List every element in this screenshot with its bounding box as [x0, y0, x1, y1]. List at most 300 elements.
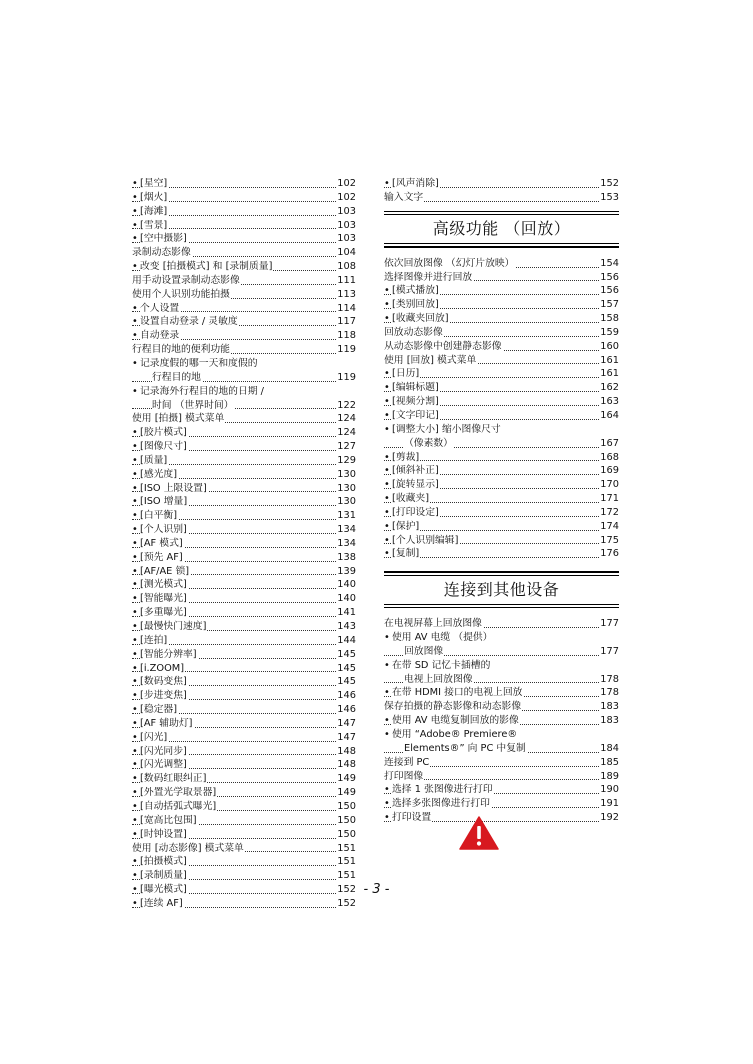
toc-entry-title — [132, 717, 194, 729]
toc-entry-title — [384, 368, 420, 380]
toc-page-number: 161 — [600, 368, 619, 380]
toc-page-number: 103 — [337, 205, 356, 217]
toc-entry[interactable] — [384, 700, 619, 714]
toc-entry-title — [132, 676, 188, 688]
toc-entry-title — [132, 731, 168, 743]
toc-entry[interactable] — [384, 506, 619, 520]
toc-entry[interactable] — [384, 659, 619, 673]
toc-entry[interactable] — [132, 426, 356, 440]
toc-entry[interactable] — [384, 728, 619, 742]
toc-entry-text: [预先 AF] — [140, 551, 183, 563]
bullet-icon: • — [132, 814, 138, 826]
section-advanced-playback — [384, 211, 619, 248]
toc-entry[interactable] — [384, 354, 619, 368]
section-connect-devices — [384, 571, 619, 608]
toc-entry-title — [132, 704, 178, 716]
toc-entry[interactable] — [132, 855, 356, 869]
toc-entry-text: 设置自动登录 / 灵敏度 — [140, 316, 238, 328]
bullet-icon: • — [384, 368, 390, 380]
toc-entry[interactable] — [384, 381, 619, 395]
toc-entry-title — [132, 745, 188, 757]
toc-entry-title — [132, 482, 208, 494]
toc-entry-text: [时钟设置] — [140, 828, 187, 840]
toc-page-number: 175 — [600, 534, 619, 546]
toc-entry-title — [384, 812, 432, 824]
toc-right-top-entries — [384, 177, 619, 205]
toc-page-number: 161 — [600, 354, 619, 366]
toc-entry-title — [152, 372, 202, 383]
toc-entry[interactable] — [384, 742, 619, 756]
toc-entry[interactable] — [132, 578, 356, 592]
toc-page-number: 153 — [600, 191, 619, 203]
toc-page-number: 102 — [337, 191, 356, 203]
bullet-icon: • — [384, 632, 390, 644]
toc-entry[interactable] — [132, 260, 356, 274]
toc-entry[interactable] — [384, 298, 619, 312]
toc-entry-text: 回放动态影像 — [384, 326, 443, 338]
bullet-icon: • — [132, 621, 138, 632]
toc-entry[interactable] — [132, 745, 356, 759]
toc-connect-entries — [384, 617, 619, 825]
toc-entry[interactable] — [384, 686, 619, 700]
toc-entry-title — [384, 192, 424, 203]
bullet-icon: • — [384, 409, 390, 421]
toc-entry-title — [132, 565, 190, 577]
toc-entry-title — [132, 551, 184, 563]
toc-entry[interactable] — [132, 842, 356, 856]
toc-entry[interactable] — [132, 274, 356, 288]
toc-entry-title — [132, 787, 217, 799]
toc-entry[interactable] — [132, 758, 356, 772]
toc-entry[interactable] — [132, 246, 356, 260]
toc-entry-text: [稳定器] — [140, 704, 178, 716]
toc-page-number: 183 — [600, 701, 619, 713]
toc-entry-text: 在带 SD 记忆卡插槽的 — [392, 659, 491, 671]
toc-entry[interactable] — [132, 454, 356, 468]
toc-entry-text: [图像尺寸] — [140, 441, 187, 453]
toc-entry[interactable] — [384, 451, 619, 465]
toc-page-number: 192 — [600, 812, 619, 824]
toc-entry-title — [132, 690, 188, 702]
toc-entry-title — [384, 771, 424, 782]
toc-entry[interactable] — [132, 592, 356, 606]
toc-entry-text: [闪光调整] — [140, 759, 187, 771]
toc-entry-text: [步进变焦] — [140, 690, 187, 702]
toc-entry-title — [404, 438, 454, 449]
bullet-icon: • — [384, 687, 390, 699]
toc-entry[interactable] — [384, 423, 619, 437]
bullet-icon: • — [132, 690, 138, 702]
toc-entry-title — [132, 178, 168, 189]
toc-entry-text: 使用 [动态影像] 模式菜单 — [132, 842, 244, 854]
toc-entry[interactable] — [384, 520, 619, 534]
bullet-icon: • — [132, 427, 138, 439]
toc-entry-title — [404, 674, 474, 685]
toc-entry[interactable] — [384, 367, 619, 381]
toc-entry-title — [132, 441, 188, 453]
toc-entry-title — [132, 828, 188, 840]
toc-entry-title — [132, 205, 168, 217]
toc-entry[interactable] — [132, 662, 356, 676]
toc-entry-title — [384, 178, 440, 189]
toc-page-number: 140 — [337, 593, 356, 605]
toc-entry-text: 录制动态影像 — [132, 247, 191, 259]
toc-entry-title — [384, 798, 491, 810]
toc-entry[interactable] — [384, 492, 619, 506]
toc-entry-text: [外置光学取景器] — [140, 787, 217, 799]
toc-entry[interactable] — [132, 468, 356, 482]
toc-page-number: 146 — [337, 690, 356, 702]
toc-entry-title — [384, 757, 430, 768]
toc-entry[interactable] — [384, 257, 619, 271]
bullet-icon: • — [132, 607, 138, 619]
toc-entry-title — [132, 219, 168, 231]
toc-entry[interactable] — [132, 177, 356, 191]
bullet-icon: • — [384, 493, 390, 505]
toc-entry[interactable] — [132, 385, 356, 399]
bullet-icon: • — [132, 441, 138, 453]
toc-entry[interactable] — [132, 523, 356, 537]
toc-right-column — [384, 177, 619, 825]
bullet-icon: • — [132, 496, 138, 508]
toc-entry[interactable] — [384, 395, 619, 409]
toc-entry-title — [404, 646, 444, 657]
toc-entry-title — [132, 621, 207, 632]
toc-page-number: 178 — [600, 687, 619, 699]
toc-page-number: 171 — [600, 493, 619, 505]
toc-page-number: 176 — [600, 548, 619, 560]
toc-entry-text: [最慢快门速度] — [140, 621, 207, 632]
bullet-icon: • — [132, 357, 138, 369]
toc-page-number: 149 — [337, 773, 356, 785]
toc-entry-text: [雪景] — [140, 219, 168, 231]
bullet-icon: • — [132, 454, 138, 466]
toc-page-number: 151 — [337, 842, 356, 854]
toc-entry[interactable] — [132, 703, 356, 717]
toc-entry[interactable] — [132, 343, 356, 357]
toc-entry[interactable] — [384, 617, 619, 631]
toc-entry-title — [132, 330, 180, 342]
toc-entry-text: [感光度] — [140, 468, 178, 480]
toc-entry[interactable] — [132, 828, 356, 842]
toc-entry-title — [132, 634, 168, 646]
toc-entry-title — [132, 843, 245, 854]
toc-entry[interactable] — [384, 478, 619, 492]
bullet-icon: • — [132, 593, 138, 605]
toc-entry[interactable] — [132, 371, 356, 385]
bullet-icon: • — [132, 897, 138, 909]
bullet-icon: • — [132, 330, 138, 342]
toc-entry-title — [132, 648, 198, 660]
toc-entry[interactable] — [132, 191, 356, 205]
toc-page-number: 151 — [337, 870, 356, 882]
toc-entry[interactable] — [132, 689, 356, 703]
toc-entry-text: 记录海外行程目的地的日期 / — [140, 385, 264, 397]
bullet-icon: • — [132, 482, 138, 494]
toc-entry-text: [连拍] — [140, 634, 168, 646]
bullet-icon: • — [132, 759, 138, 771]
toc-page-number: 156 — [600, 285, 619, 297]
toc-entry[interactable] — [384, 284, 619, 298]
toc-entry-title — [132, 289, 231, 300]
toc-page-number: 170 — [600, 479, 619, 491]
toc-entry[interactable] — [132, 357, 356, 371]
toc-entry-title — [384, 729, 518, 740]
toc-entry[interactable] — [384, 464, 619, 478]
toc-entry[interactable] — [384, 645, 619, 659]
toc-entry-title — [384, 493, 430, 505]
section-rule-top — [384, 211, 619, 213]
bullet-icon: • — [132, 745, 138, 757]
toc-entry[interactable] — [132, 315, 356, 329]
toc-entry[interactable] — [384, 797, 619, 811]
toc-entry-title — [132, 316, 239, 328]
toc-entry-text: [白平衡] — [140, 510, 178, 522]
toc-entry-title — [132, 510, 178, 522]
toc-page-number: 160 — [600, 340, 619, 352]
toc-entry-title — [384, 548, 420, 560]
toc-entry-text: 使用 [回放] 模式菜单 — [384, 354, 477, 366]
toc-entry[interactable] — [132, 302, 356, 316]
toc-entry[interactable] — [384, 409, 619, 423]
toc-page-number: 190 — [600, 784, 619, 796]
toc-entry[interactable] — [132, 232, 356, 246]
bullet-icon: • — [132, 704, 138, 716]
bullet-icon: • — [132, 648, 138, 660]
toc-entry[interactable] — [384, 191, 619, 205]
bullet-icon: • — [384, 423, 390, 435]
toc-page-number: 103 — [337, 233, 356, 245]
toc-entry-title — [384, 285, 440, 297]
toc-entry[interactable] — [132, 565, 356, 579]
toc-page-number: 104 — [337, 247, 356, 259]
toc-page-number: 191 — [600, 798, 619, 810]
toc-entry-title — [132, 427, 188, 439]
toc-page-number: 113 — [337, 288, 356, 300]
toc-entry-title — [132, 814, 198, 826]
toc-entry-text: 打印设置 — [392, 812, 432, 824]
toc-entry-text: [保护] — [392, 520, 420, 532]
toc-entry-text: [曝光模式] — [140, 884, 187, 896]
toc-entry[interactable] — [384, 631, 619, 645]
toc-entry-title — [384, 272, 473, 283]
toc-page-number: 147 — [337, 717, 356, 729]
toc-page-number: 134 — [337, 537, 356, 549]
toc-entry[interactable] — [384, 437, 619, 451]
toc-entry-text: [ISO 增量] — [140, 496, 188, 508]
toc-entry[interactable] — [384, 312, 619, 326]
toc-entry-text: [录制质量] — [140, 870, 187, 882]
bullet-icon: • — [132, 191, 138, 203]
toc-entry-title — [384, 784, 494, 796]
bullet-icon: • — [384, 299, 390, 311]
toc-entry[interactable] — [384, 326, 619, 340]
bullet-icon: • — [384, 178, 390, 189]
toc-entry[interactable] — [132, 205, 356, 219]
toc-entry-text: 自动登录 — [140, 330, 180, 342]
bullet-icon: • — [384, 520, 390, 532]
toc-entry[interactable] — [384, 177, 619, 191]
toc-entry-text: [数码红眼纠正] — [140, 773, 207, 785]
toc-entry[interactable] — [132, 772, 356, 786]
toc-page-number: 167 — [600, 437, 619, 449]
toc-entry-title — [132, 344, 231, 355]
toc-entry-title — [132, 496, 188, 508]
toc-entry[interactable] — [132, 537, 356, 551]
bullet-icon: • — [132, 884, 138, 896]
toc-entry[interactable] — [132, 399, 356, 413]
toc-page-number: 150 — [337, 800, 356, 812]
toc-entry-text: [烟火] — [140, 191, 168, 203]
toc-entry[interactable] — [384, 547, 619, 561]
toc-page-number: 102 — [337, 178, 356, 189]
toc-entry-text: [打印设定] — [392, 506, 439, 518]
toc-entry[interactable] — [132, 495, 356, 509]
bullet-icon: • — [384, 451, 390, 463]
toc-page-number: 111 — [337, 274, 356, 286]
toc-page-number: 172 — [600, 506, 619, 518]
bullet-icon: • — [132, 800, 138, 812]
toc-entry[interactable] — [384, 783, 619, 797]
toc-entry-text: [海滩] — [140, 205, 168, 217]
toc-entry-title — [384, 382, 440, 394]
bullet-icon: • — [132, 205, 138, 217]
toc-page-number: 141 — [337, 607, 356, 619]
bullet-icon: • — [132, 524, 138, 536]
toc-entry[interactable] — [384, 811, 619, 825]
bullet-icon: • — [132, 233, 138, 245]
section-rule-bottom-thin — [384, 243, 619, 244]
toc-entry-text: [个人识别] — [140, 524, 187, 536]
toc-entry[interactable] — [132, 440, 356, 454]
toc-entry-text: 行程目的地的便利功能 — [132, 344, 230, 356]
toc-entry[interactable] — [132, 288, 356, 302]
toc-entry[interactable] — [132, 675, 356, 689]
toc-entry-text: （像素数） — [404, 437, 453, 449]
toc-entry[interactable] — [132, 219, 356, 233]
toc-entry[interactable] — [384, 770, 619, 784]
toc-entry[interactable] — [132, 648, 356, 662]
bullet-icon: • — [132, 787, 138, 799]
section-heading-connect: 连接到其他设备 — [443, 579, 560, 599]
toc-page-number: 150 — [337, 828, 356, 840]
toc-entry[interactable] — [384, 271, 619, 285]
toc-entry[interactable] — [132, 897, 356, 911]
toc-page-number: 145 — [337, 648, 356, 660]
toc-entry-text: [模式播放] — [392, 285, 439, 297]
toc-page-number: 189 — [600, 770, 619, 782]
toc-entry[interactable] — [132, 869, 356, 883]
toc-entry[interactable] — [132, 551, 356, 565]
toc-entry-text: [风声消除] — [392, 178, 439, 189]
toc-entry-text: [闪光同步] — [140, 745, 187, 757]
toc-page-number: 169 — [600, 465, 619, 477]
toc-entry-title — [384, 355, 477, 366]
toc-page-number: 184 — [600, 742, 619, 754]
toc-entry-title — [132, 607, 188, 619]
toc-entry[interactable] — [132, 329, 356, 343]
toc-entry[interactable] — [132, 412, 356, 426]
toc-entry[interactable] — [384, 534, 619, 548]
toc-entry-text: [复制] — [392, 548, 420, 560]
toc-entry[interactable] — [132, 800, 356, 814]
bullet-icon: • — [132, 856, 138, 868]
toc-entry-text: 在带 HDMI 接口的电视上回放 — [392, 687, 523, 699]
toc-entry[interactable] — [132, 717, 356, 731]
toc-entry-text: [AF/AE 锁] — [140, 565, 190, 577]
toc-entry-title — [132, 593, 188, 605]
bullet-icon: • — [384, 784, 390, 796]
toc-entry-text: [多重曝光] — [140, 607, 187, 619]
toc-entry-title — [132, 357, 259, 369]
bullet-icon: • — [132, 385, 138, 397]
toc-page-number: 158 — [600, 313, 619, 325]
toc-entry-title — [132, 579, 188, 591]
bullet-icon: • — [384, 285, 390, 297]
toc-entry-title — [384, 687, 523, 699]
toc-entry-text: [AF 模式] — [140, 537, 183, 549]
toc-page-number: 148 — [337, 745, 356, 757]
toc-page-number: 129 — [337, 454, 356, 466]
toc-entry[interactable] — [132, 509, 356, 523]
toc-entry[interactable] — [384, 673, 619, 687]
toc-entry-title — [132, 302, 180, 314]
toc-entry-title — [132, 662, 185, 674]
toc-page-number: 168 — [600, 451, 619, 463]
toc-entry[interactable] — [132, 634, 356, 648]
toc-page-number: 127 — [337, 441, 356, 453]
toc-entry-text: [智能曝光] — [140, 593, 187, 605]
toc-entry[interactable] — [132, 482, 356, 496]
toc-page-number: 118 — [337, 330, 356, 342]
toc-entry-title — [132, 454, 168, 466]
toc-entry-text: 使用 [拍摄] 模式菜单 — [132, 413, 225, 425]
section-heading-playback: 高级功能 （回放） — [432, 219, 571, 239]
bullet-icon: • — [384, 715, 390, 727]
toc-entry[interactable] — [132, 620, 356, 634]
section-rule-bottom — [384, 246, 619, 248]
toc-entry[interactable] — [132, 814, 356, 828]
toc-entry-title — [132, 247, 192, 258]
bullet-icon: • — [132, 634, 138, 646]
bullet-icon: • — [132, 565, 138, 577]
toc-entry[interactable] — [132, 731, 356, 745]
bullet-icon: • — [132, 551, 138, 563]
bullet-icon: • — [132, 717, 138, 729]
toc-entry[interactable] — [384, 714, 619, 728]
toc-entry-title — [132, 870, 188, 882]
toc-page-number: 159 — [600, 326, 619, 338]
toc-entry-text: 连接到 PC — [384, 756, 430, 768]
toc-entry[interactable] — [132, 786, 356, 800]
toc-page-number: 156 — [600, 271, 619, 283]
bullet-icon: • — [132, 468, 138, 480]
toc-entry-title — [132, 884, 188, 896]
toc-page-number: 152 — [337, 884, 356, 896]
toc-entry-title — [132, 275, 241, 286]
toc-entry-text: [收藏夹回放] — [392, 313, 449, 325]
bullet-icon: • — [132, 302, 138, 314]
toc-entry-text: [视频分割] — [392, 396, 439, 408]
toc-entry[interactable] — [132, 606, 356, 620]
toc-entry-text: 使用个人识别功能拍摄 — [132, 288, 230, 300]
toc-page-number: 177 — [600, 618, 619, 630]
toc-entry[interactable] — [384, 756, 619, 770]
toc-page-number: 124 — [337, 413, 356, 425]
bullet-icon: • — [132, 662, 138, 674]
toc-entry[interactable] — [384, 340, 619, 354]
bullet-icon: • — [132, 537, 138, 549]
